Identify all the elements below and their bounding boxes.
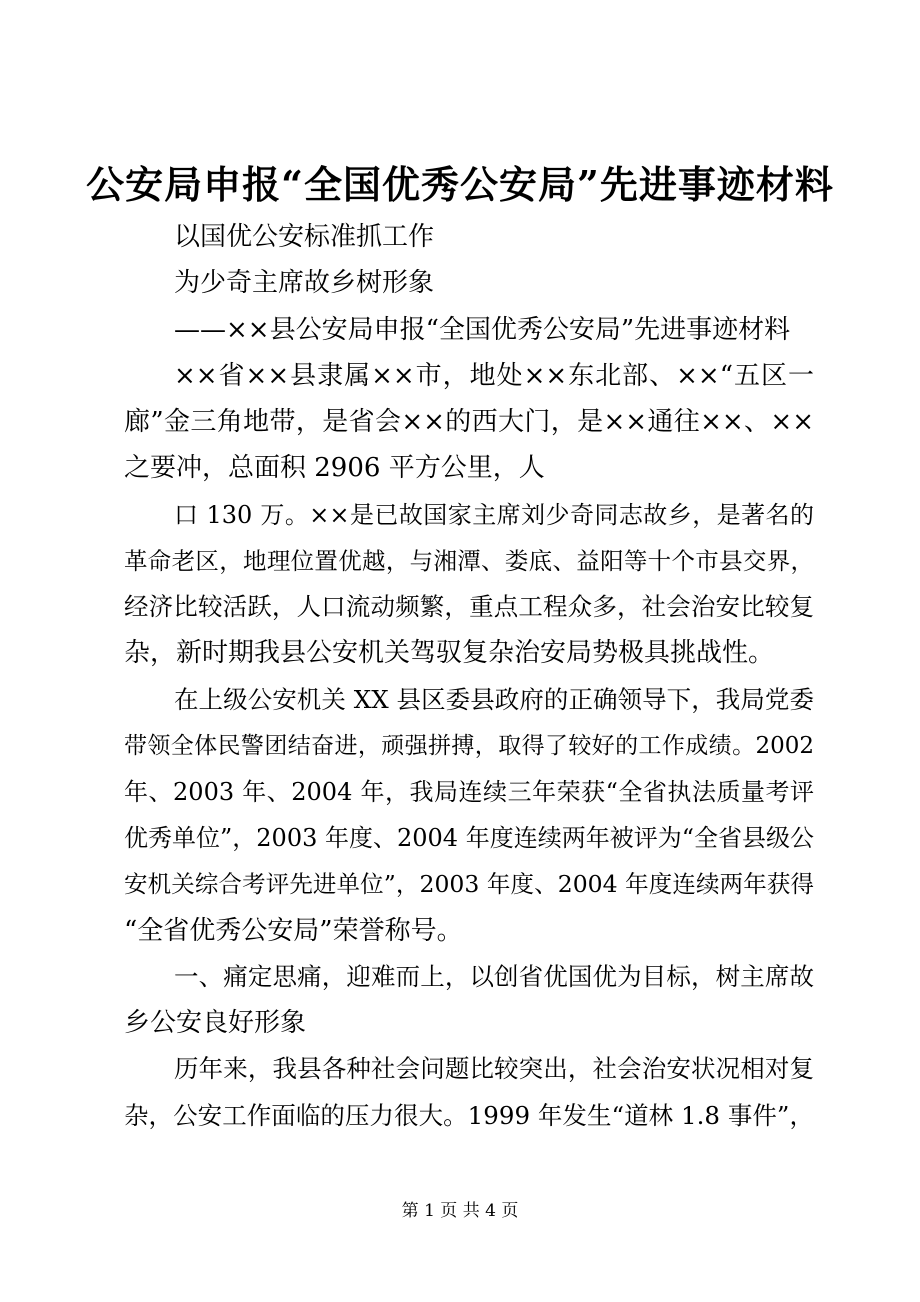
paragraph-3-line-1: 在上级公安机关 XX 县区委县政府的正确领导下，我局党委 [174,685,814,714]
paragraph-3-line-3: 年、2003 年、2004 年，我局连续三年荣获“全省执法质量考评 [124,778,814,806]
paragraph-3-line-6: “全省优秀公安局”荣誉称号。 [124,916,463,946]
subtitle-line-1: 以国优公安标准抓工作 [174,222,435,252]
paragraph-3-line-4: 优秀单位”，2003 年度、2004 年度连续两年被评为“全省县级公 [124,824,814,852]
paragraph-4-line-2: 杂，公安工作面临的压力很大。1999 年发生“道林 1.8 事件”， [124,1101,814,1130]
paragraph-3-line-2: 带领全体民警团结奋进，顽强拼搏，取得了较好的工作成绩。2002 [124,733,814,759]
paragraph-1-line-1: ××省××县隶属××市，地处××东北部、××“五区一 [174,361,814,391]
paragraph-3-line-5: 安机关综合考评先进单位”，2003 年度、2004 年度连续两年获得 [124,870,814,898]
subtitle-line-2: 为少奇主席故乡树形象 [174,268,435,298]
paragraph-2-line-1: 口 130 万。××是已故国家主席刘少奇同志故乡，是著名的 [174,501,814,529]
paragraph-2-line-4: 杂，新时期我县公安机关驾驭复杂治安局势极具挑战性。 [124,638,775,668]
section-heading-line-1: 一、痛定思痛，迎难而上，以创省优国优为目标，树主席故 [174,962,814,991]
subtitle-line-3: ——××县公安局申报“全国优秀公安局”先进事迹材料 [174,315,791,345]
paragraph-4-line-1: 历年来，我县各种社会问题比较突出，社会治安状况相对复 [174,1054,814,1083]
paragraph-1-line-3: 之要冲，总面积 2906 平方公里，人 [124,453,545,483]
document-title: 公安局申报“全国优秀公安局”先进事迹材料 [86,162,834,207]
paragraph-1-line-2: 廊”金三角地带，是省会××的西大门，是××通往××、×× [124,407,814,437]
paragraph-2-line-2: 革命老区，地理位置优越，与湘潭、娄底、益阳等十个市县交界， [124,547,814,575]
paragraph-2-line-3: 经济比较活跃，人口流动频繁，重点工程众多，社会治安比较复 [124,592,814,621]
section-heading-line-2: 乡公安良好形象 [124,1008,307,1038]
page-footer: 第 1 页 共 4 页 [401,1201,519,1221]
